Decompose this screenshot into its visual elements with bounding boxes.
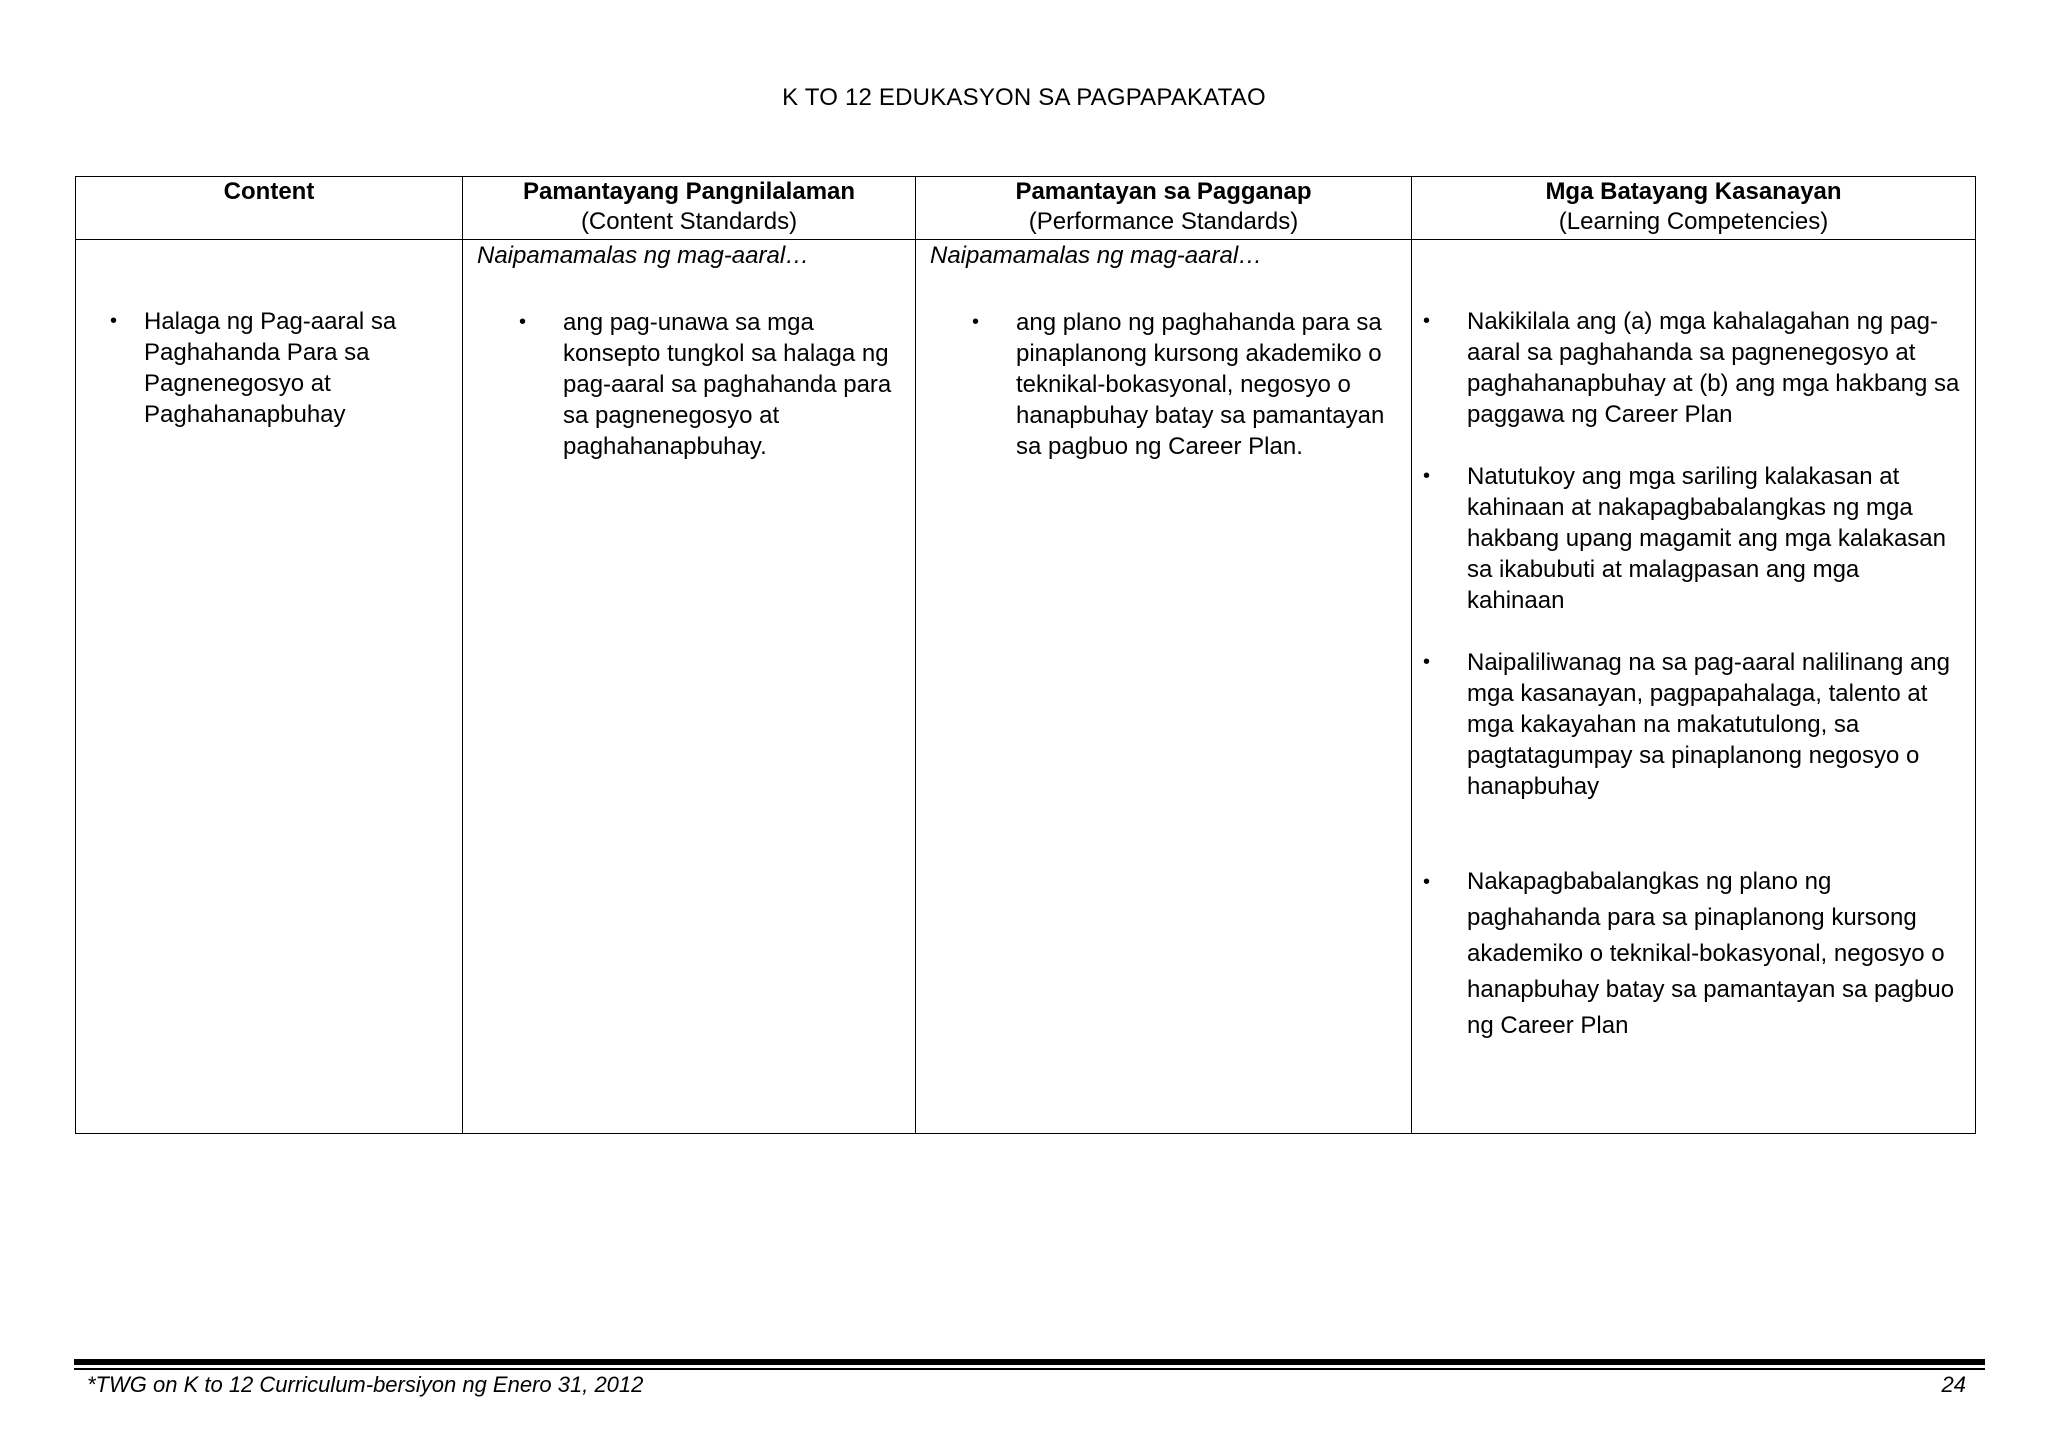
header-learning-competencies (1412, 177, 1976, 240)
header-title: Mga Batayang Kasanayan (1545, 178, 1842, 205)
header-subtitle: (Learning Competencies) (1558, 208, 1829, 235)
content-standards-intro: Naipamamalas ng mag-aaral… (477, 242, 810, 269)
performance-standards-cell (916, 240, 1412, 1134)
curriculum-table (75, 176, 1976, 1134)
performance-standards-list (916, 271, 1411, 462)
competency-text: Naipaliliwanag na sa pag-aaral nalilinang ang mga kasanayan, pagpapahalaga, talento at mga kakayahan na makatutulong, sa pagtatagumpay sa pinaplanong negosyo o hanapbuhay (1467, 649, 1950, 800)
content-list (76, 240, 462, 430)
content-standards-cell (463, 240, 916, 1134)
bullet-icon: • (110, 310, 118, 332)
footer-note: *TWG on K to 12 Curriculum-bersiyon ng Enero 31, 2012 (87, 1372, 644, 1397)
bullet-icon: • (519, 311, 527, 333)
list-item (1423, 306, 1963, 430)
header-content (76, 177, 463, 240)
list-item (1423, 647, 1963, 802)
content-item-text: Halaga ng Pag-aaral sa Paghahanda Para sa Pagnenegosyo at Paghahanapbuhay (144, 308, 397, 428)
performance-standards-intro: Naipamamalas ng mag-aaral… (930, 242, 1263, 269)
competencies-list (1412, 240, 1975, 1044)
table-header-row (76, 177, 1976, 240)
bullet-icon: • (972, 311, 980, 333)
list-item (1423, 461, 1963, 616)
competency-text: Natutukoy ang mga sariling kalakasan at kahinaan at nakapagbabalangkas ng mga hakbang upang magamit ang mga kalakasan sa ikabubuti at malagpasan ang mga kahinaan (1467, 463, 1946, 614)
content-standards-list (463, 271, 915, 462)
header-content-standards (463, 177, 916, 240)
header-subtitle: (Performance Standards) (1028, 208, 1299, 235)
bullet-icon: • (1423, 465, 1431, 487)
table-row (76, 240, 1976, 1134)
competencies-cell (1412, 240, 1976, 1134)
list-item (1423, 864, 1963, 1044)
bullet-icon: • (1423, 651, 1431, 673)
list-item (519, 307, 901, 462)
bullet-icon: • (1423, 871, 1431, 893)
page-number: 24 (1941, 1372, 1966, 1397)
performance-standard-text: ang plano ng paghahanda para sa pinaplanong kursong akademiko o teknikal-bokasyonal, negosyo o hanapbuhay batay sa pamantayan sa pagbuo ng Career Plan. (1016, 309, 1385, 460)
competency-text: Nakikilala ang (a) mga kahalagahan ng pag-aaral sa paghahanda sa pagnenegosyo at paghahanapbuhay at (b) ang mga hakbang sa paggawa ng Career Plan (1467, 308, 1960, 428)
content-cell (76, 240, 463, 1134)
header-title: Pamantayan sa Pagganap (1015, 178, 1312, 205)
page-title: K TO 12 EDUKASYON SA PAGPAPAKATAO (782, 84, 1266, 111)
header-title: Content (223, 178, 315, 205)
content-standard-text: ang pag-unawa sa mga konsepto tungkol sa halaga ng pag-aaral sa paghahanda para sa pagnenegosyo at paghahanapbuhay. (563, 309, 892, 460)
list-item (972, 307, 1397, 462)
footer-divider-thin (74, 1368, 1985, 1370)
header-title: Pamantayang Pangnilalaman (522, 178, 856, 205)
header-performance-standards (916, 177, 1412, 240)
competency-text: Nakapagbabalangkas ng plano ng paghahanda para sa pinaplanong kursong akademiko o teknikal-bokasyonal, negosyo o hanapbuhay batay sa pamantayan sa pagbuo ng Career Plan (1467, 868, 1955, 1039)
list-item (110, 306, 448, 430)
footer-divider (74, 1359, 1985, 1365)
header-subtitle: (Content Standards) (580, 208, 798, 235)
bullet-icon: • (1423, 310, 1431, 332)
